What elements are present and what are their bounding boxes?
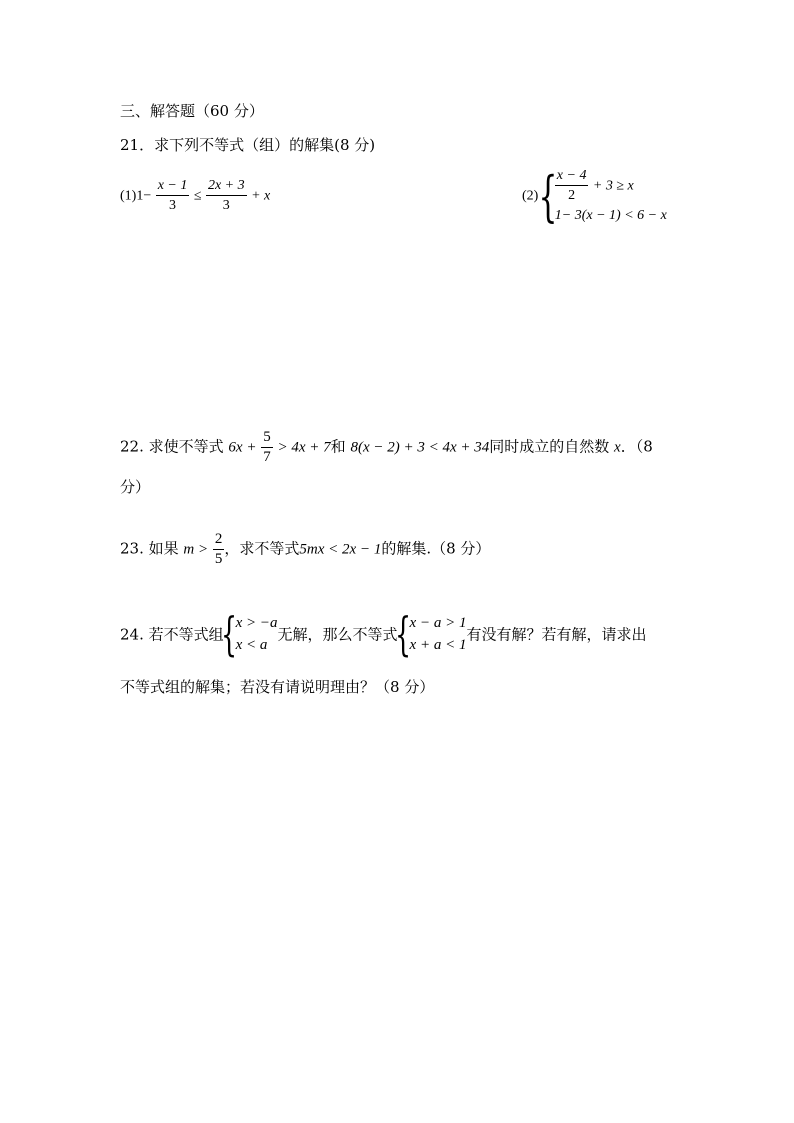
question-21-title: 21．求下列不等式（组）的解集(8 分) bbox=[120, 136, 376, 154]
q21-part1-frac2-numerator: 2x + 3 bbox=[206, 176, 247, 196]
q21-part2-row2: 1− 3(x − 1) < 6 − x bbox=[554, 208, 667, 223]
question-22-line2: 分） bbox=[120, 478, 151, 496]
q24-sys1-row1: x > −a bbox=[235, 615, 278, 631]
q21-part1-frac1-denominator: 3 bbox=[169, 198, 177, 213]
q23-m: m > bbox=[183, 541, 209, 558]
q24-prefix: 24. 若不等式组 bbox=[120, 625, 224, 644]
q22-expr-lead: 6x + bbox=[228, 439, 257, 456]
q24-sys2-row2: x + a < 1 bbox=[409, 637, 467, 653]
section-heading: 三、解答题（60 分） bbox=[120, 102, 264, 120]
q21-part1-relation: ≤ bbox=[193, 188, 202, 204]
q22-prefix: 22. 求使不等式 bbox=[120, 437, 224, 456]
q21-part1-fraction1 bbox=[156, 176, 190, 215]
question-24-line1 bbox=[120, 607, 647, 661]
q21-part2-fraction bbox=[555, 166, 589, 205]
q23-expr: 5mx < 2x − 1 bbox=[299, 541, 382, 558]
q21-part1-expression bbox=[120, 176, 270, 215]
q21-part2-frac-numerator: x − 4 bbox=[555, 166, 589, 186]
q22-middle: 同时成立的自然数 bbox=[489, 437, 610, 456]
q21-part1-tail: + x bbox=[251, 188, 271, 204]
q21-part2-expression bbox=[522, 166, 667, 227]
question-22-line1 bbox=[120, 428, 653, 467]
q24-suffix: 有没有解？若有解，请求出 bbox=[466, 625, 647, 644]
q21-part1-frac1-numerator: x − 1 bbox=[156, 176, 190, 196]
q24-sys2-row1: x − a > 1 bbox=[409, 615, 467, 631]
q23-prefix: 23. 如果 bbox=[120, 539, 179, 558]
left-brace-icon: { bbox=[394, 607, 411, 661]
q21-part1-label: (1) bbox=[120, 188, 137, 204]
q21-part2-label: (2) bbox=[522, 188, 539, 204]
q23-frac-denominator: 5 bbox=[214, 551, 223, 567]
q23-frac-numerator: 2 bbox=[213, 530, 225, 550]
q21-part2-system bbox=[538, 165, 667, 228]
q23-fraction bbox=[213, 530, 225, 569]
q22-expr2: 8(x − 2) + 3 < 4x + 34 bbox=[350, 439, 490, 456]
q24-sys1-row2: x < a bbox=[235, 637, 268, 653]
q22-frac-denominator: 7 bbox=[263, 449, 271, 465]
q21-part2-row1 bbox=[555, 166, 667, 205]
q23-suffix: 的解集.（8 分） bbox=[381, 539, 491, 558]
q21-part1-lead: 1− bbox=[136, 188, 152, 204]
q21-part2-row1-tail: + 3 ≥ x bbox=[592, 178, 634, 194]
question-23 bbox=[120, 530, 490, 569]
q21-part1-fraction2 bbox=[206, 176, 247, 215]
q24-system2 bbox=[394, 607, 467, 661]
question-24-line2: 不等式组的解集；若没有请说明理由？（8 分） bbox=[120, 678, 435, 696]
q22-fraction bbox=[261, 428, 273, 467]
q21-part2-frac-denominator: 2 bbox=[568, 188, 576, 203]
q21-part1-frac2-denominator: 3 bbox=[222, 198, 230, 213]
q22-expr-tail: > 4x + 7 bbox=[277, 439, 331, 456]
left-brace-icon: { bbox=[220, 607, 237, 661]
q24-middle: 无解，那么不等式 bbox=[277, 625, 398, 644]
q22-var: x bbox=[614, 439, 621, 456]
q22-and: 和 bbox=[330, 437, 346, 456]
q24-system1 bbox=[220, 607, 278, 661]
q22-suffix: ．（8 bbox=[620, 437, 653, 456]
left-brace-icon: { bbox=[538, 165, 558, 228]
q22-frac-numerator: 5 bbox=[261, 428, 273, 448]
q23-middle: ，求不等式 bbox=[224, 539, 300, 558]
